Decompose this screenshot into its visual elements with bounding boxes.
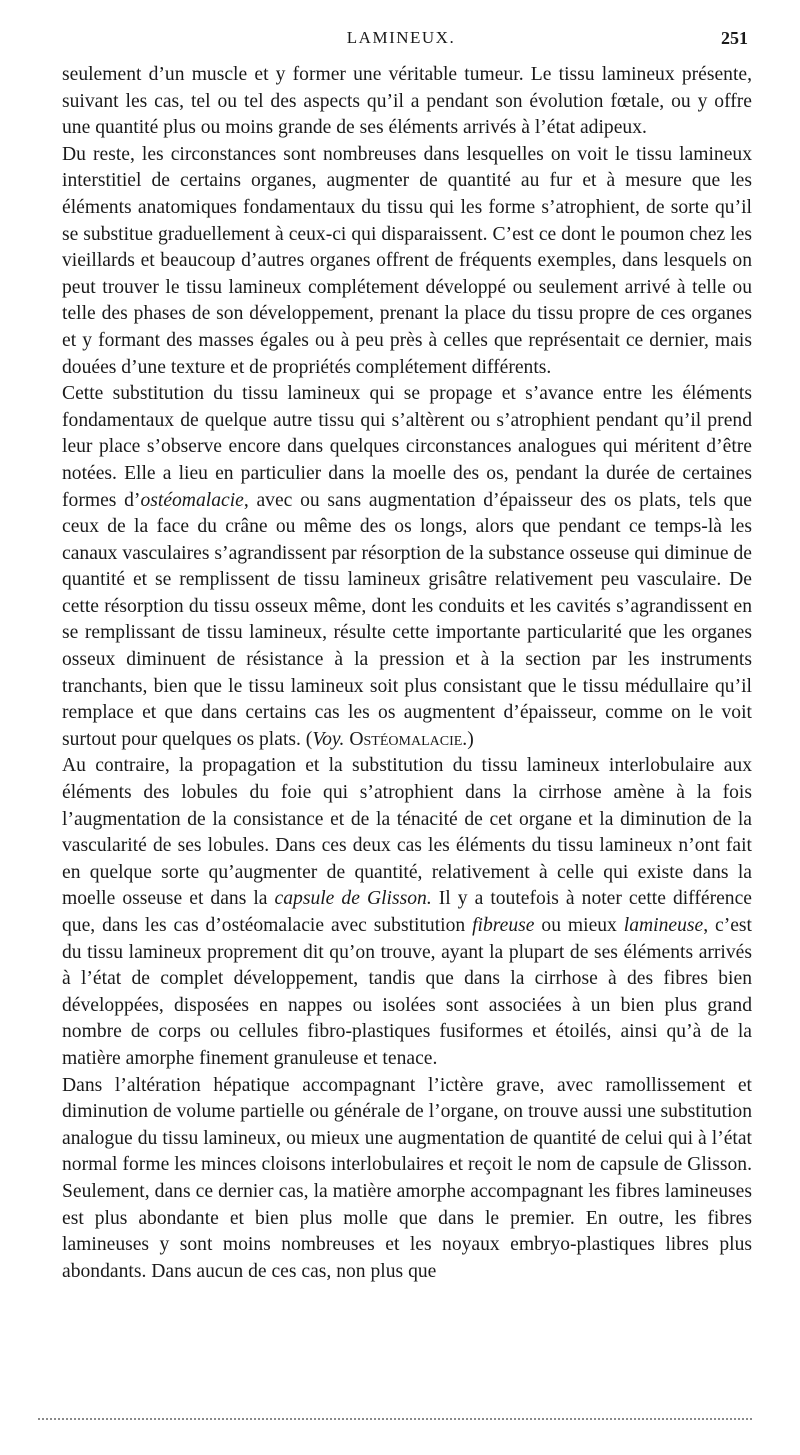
text-segment: .) (462, 728, 474, 750)
page-number: 251 (721, 28, 748, 48)
text-segment: capsule de Glisson. (274, 888, 432, 910)
text-segment: lamineuse (623, 915, 704, 936)
paragraph-5 (62, 1073, 752, 1286)
paragraph-4 (62, 753, 752, 1072)
text-segment: Cette substitution du tissu lamineux qui se propage et s’avance entre les éléments fondamentaux de quelque autre tissu qui s’altèrent ou s’atrophient pendant qu’il prend leur place s’observe encore dans quelques circonstances analogues qui méritent d’être notées. Elle a lieu en particulier dans la moelle des os, pendant la durée de certaines formes d’ (62, 383, 752, 511)
text-segment: Voy. (312, 728, 345, 750)
text-segment: ou mieux (534, 915, 624, 936)
paragraph-3 (62, 381, 752, 753)
body-text (62, 62, 752, 1285)
running-head (54, 28, 748, 54)
text-segment: fibreuse (472, 915, 535, 936)
text-segment: seulement d’un muscle et y former une véritable tumeur. Le tissu lamineux présente, suivant les cas, tel ou tel des aspects qu’il a pendant son évolution fœtale, ou y offre une quantité plus ou moins grande de ses éléments arrivés à l’état adipeux. (62, 64, 752, 139)
text-segment: Dans l’altération hépatique accompagnant l’ictère grave, avec ramollissement et diminution de volume partielle ou générale de l’organe, on trouve aussi une substitution analogue du tissu lamineux, ou mieux une augmentation de quantité de celui qui à l’état normal forme les minces cloisons interlobulaires et reçoit le nom de capsule de Glisson. Seulement, dans ce dernier cas, la matière amorphe accompagnant les fibres lamineuses est plus abondante et bien plus molle que dans le premier. En outre, les fibres lamineuses y sont moins nombreuses et les noyaux embryo-plastiques libres plus abondants. Dans aucun de ces cas, non plus que (62, 1074, 752, 1282)
text-segment: Ostéomalacie (349, 728, 463, 750)
paragraph-1 (62, 62, 752, 142)
bottom-rule (38, 1418, 752, 1420)
running-title: LAMINEUX. (346, 28, 456, 47)
text-segment: Il y a toutefois à noter cette différence que, dans les cas d’ostéomalacie avec substitution (62, 888, 752, 936)
text-segment: Au contraire, la propagation et la substitution du tissu lamineux interlobulaire aux éléments des lobules du foie qui s’atrophient dans la cirrhose amène à la fois l’augmentation de la consistance et de la ténacité de cet organe et la diminution de la vascularité de ses lobules. Dans ces deux cas les éléments du tissu lamineux n’ont fait en quelque sorte qu’augmenter de quantité, relativement à celle qui existe dans la moelle osseuse et dans la (62, 755, 752, 910)
text-segment: , c’est du tissu lamineux proprement dit qu’on trouve, ayant la plupart de ses éléments arrivés à l’état de complet développement, tandis que dans la cirrhose à des fibres bien développées, disposées en nappes ou isolées sont associées à un bien plus grand nombre de corps ou cellules fibro-plastiques fusiformes et étoilés, ainsi qu’à de la matière amorphe finement granuleuse et tenace. (62, 915, 752, 1069)
text-segment: Du reste, les circonstances sont nombreuses dans lesquelles on voit le tissu lamineux interstitiel de certains organes, augmenter de quantité au fur et à mesure que les éléments anatomiques fondamentaux du tissu qui les forme s’atrophient, de sorte qu’il se substitue graduellement à ceux-ci qui disparaissent. C’est ce dont le poumon chez les vieillards et beaucoup d’autres organes offrent de fréquents exemples, dans lesquels on peut trouver le tissu lamineux complétement développé ou seulement arrivé à telle ou telle des phases de son développement, prenant la place du tissu propre de ces organes et y formant des masses égales ou à peu près à celles que représentait ce dernier, mais douées d’une texture et de propriétés complétement différents. (62, 143, 752, 378)
text-segment: , avec ou sans augmentation d’épaisseur des os plats, tels que ceux de la face du crâne ou même des os longs, alors que pendant ce temps-là les canaux vasculaires s’agrandissent par résorption de la substance osseuse qui diminue de quantité et se remplissent de tissu lamineux grisâtre relativement peu vasculaire. De cette résorption du tissu osseux même, dont les conduits et les cavités s’agrandissent en se remplissant de tissu lamineux, résulte cette importante particularité que les organes osseux diminuent de résistance à la pression et à la section par les instruments tranchants, bien que le tissu lamineux soit plus consistant que le tissu médullaire qu’il remplace et que dans certains cas les os augmentent d’épaisseur, comme on le voit surtout pour quelques os plats. ( (62, 489, 752, 750)
paragraph-2 (62, 142, 752, 381)
text-segment: ostéomalacie (140, 489, 244, 511)
